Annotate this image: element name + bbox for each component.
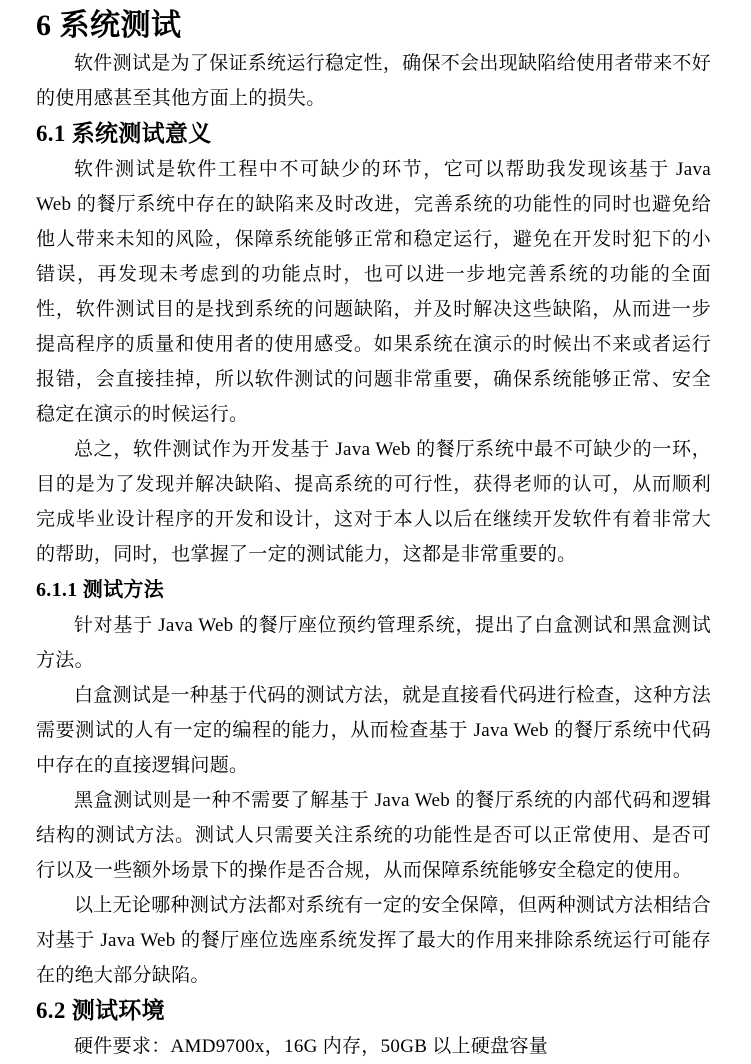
section-6-1-paragraph-2: 总之，软件测试作为开发基于 Java Web 的餐厅系统中最不可缺少的一环，目的是为了发现并解决缺陷、提高系统的可行性，获得老师的认可，从而顺利完成毕业设计程序的开发和设计，这对于本人以后在继续开发软件有着非常大的帮助，同时，也掌握了一定的测试能力，这都是非常重要的。 [36,439,711,565]
section-6-1-paragraph-1: 软件测试是软件工程中不可缺少的环节，它可以帮助我发现该基于 Java Web 的餐厅系统中存在的缺陷来及时改进，完善系统的功能性的同时也避免给他人带来未知的风险，保障系统能够正常和稳定运行，避免在开发时犯下的小错误，再发现未考虑到的功能点时，也可以进一步地完善系统的功能的全面性，软件测试目的是找到系统的问题缺陷，并及时解决这些缺陷，从而进一步提高程序的质量和使用者的使用感受。如果系统在演示的时候出不来或者运行报错，会直接挂掉，所以软件测试的问题非常重要，确保系统能够正常、安全稳定在演示的时候运行。 [36,159,711,425]
section-6-1-1-paragraph-2: 白盒测试是一种基于代码的测试方法，就是直接看代码进行检查，这种方法需要测试的人有一定的编程的能力，从而检查基于 Java Web 的餐厅系统中代码中存在的直接逻辑问题。 [36,685,711,776]
section-6-1-1-heading: 6.1.1 测试方法 [36,579,164,601]
section-6-1-1-paragraph-4: 以上无论哪种测试方法都对系统有一定的安全保障，但两种测试方法相结合对基于 Java Web 的餐厅座位选座系统发挥了最大的作用来排除系统运行可能存在的绝大部分缺陷。 [36,895,711,986]
section-6-1-1-paragraph-3: 黑盒测试则是一种不需要了解基于 Java Web 的餐厅系统的内部代码和逻辑结构的测试方法。测试人只需要关注系统的功能性是否可以正常使用、是否可行以及一些额外场景下的操作是否合规，从而保障系统能够安全稳定的使用。 [36,790,711,881]
chapter-intro-paragraph: 软件测试是为了保证系统运行稳定性，确保不会出现缺陷给使用者带来不好的使用感甚至其他方面上的损失。 [36,53,711,109]
section-6-2-heading: 6.2 测试环境 [36,998,165,1023]
section-6-1-1-paragraph-1: 针对基于 Java Web 的餐厅座位预约管理系统，提出了白盒测试和黑盒测试方法。 [36,615,711,671]
section-6-2-paragraph-1: 硬件要求：AMD9700x，16G 内存，50GB 以上硬盘容量 [74,1036,549,1057]
chapter-heading: 6 系统测试 [36,9,182,42]
section-6-1-heading: 6.1 系统测试意义 [36,121,212,146]
